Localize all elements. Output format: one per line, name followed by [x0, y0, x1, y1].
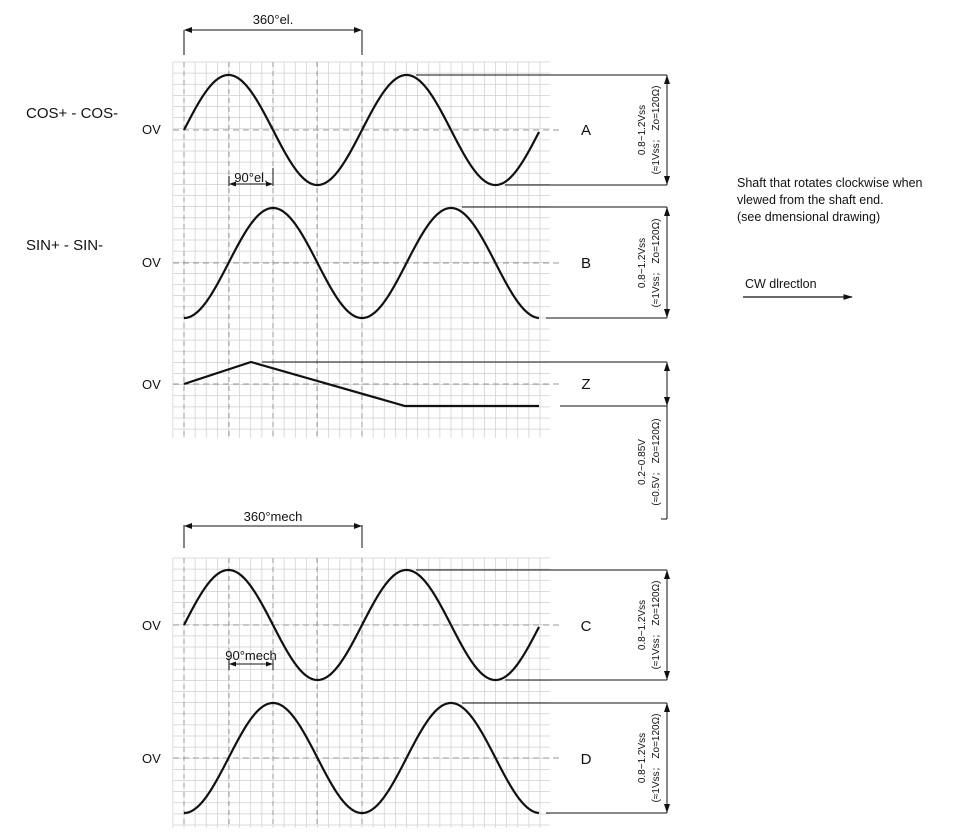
amplitude-nominal-d: (≈1Vss； Zo=120Ω) [651, 713, 662, 803]
channel-c-label: C [580, 618, 592, 635]
amplitude-range-z: 0.2~0.85V [637, 439, 648, 485]
amplitude-annotation-a [637, 86, 662, 175]
channel-z-label: Z [581, 376, 591, 393]
cw-direction-label: CW dlrectlon [745, 277, 817, 291]
zero-level-label-b: OV [142, 255, 161, 270]
amplitude-annotation-b [637, 219, 662, 308]
period-el-label: 360°el. [252, 12, 294, 27]
amplitude-nominal-z: (≈0.5V； Zo=120Ω) [651, 418, 662, 506]
amplitude-nominal-a: (≈1Vss； Zo=120Ω) [651, 85, 662, 175]
amplitude-range-b: 0.8~1.2Vss [637, 237, 648, 289]
signal-sin-label: SIN+ - SIN- [26, 237, 104, 254]
quarter-mech-label: 90°mech [225, 648, 277, 663]
zero-level-label-a: OV [142, 122, 161, 137]
signal-cos-label: COS+ - COS- [26, 105, 119, 122]
note-line-3: (see dmensional drawing) [737, 210, 881, 224]
rotation-note [737, 176, 923, 297]
note-line-1: Shaft that rotates clockwise when [737, 176, 923, 190]
period-mech-label: 360°mech [243, 509, 303, 524]
amplitude-nominal-b: (≈1Vss； Zo=120Ω) [651, 218, 662, 308]
amplitude-annotation-z [637, 418, 662, 505]
channel-a-label: A [580, 122, 592, 139]
channel-b-label: B [580, 255, 592, 272]
zero-level-label-d: OV [142, 751, 161, 766]
note-line-2: vlewed from the shaft end. [737, 193, 884, 207]
channel-d-label: D [580, 751, 592, 768]
amplitude-range-a: 0.8~1.2Vss [637, 104, 648, 156]
amplitude-annotation-d [637, 714, 662, 803]
amplitude-range-c: 0.8~1.2Vss [637, 599, 648, 651]
amplitude-nominal-c: (≈1Vss； Zo=120Ω) [651, 580, 662, 670]
grid-background [173, 62, 560, 828]
zero-level-label-z: OV [142, 377, 161, 392]
amplitude-annotation-c [637, 581, 662, 670]
quarter-el-label: 90°el. [234, 170, 268, 185]
zero-level-label-c: OV [142, 618, 161, 633]
amplitude-range-d: 0.8~1.2Vss [637, 732, 648, 784]
